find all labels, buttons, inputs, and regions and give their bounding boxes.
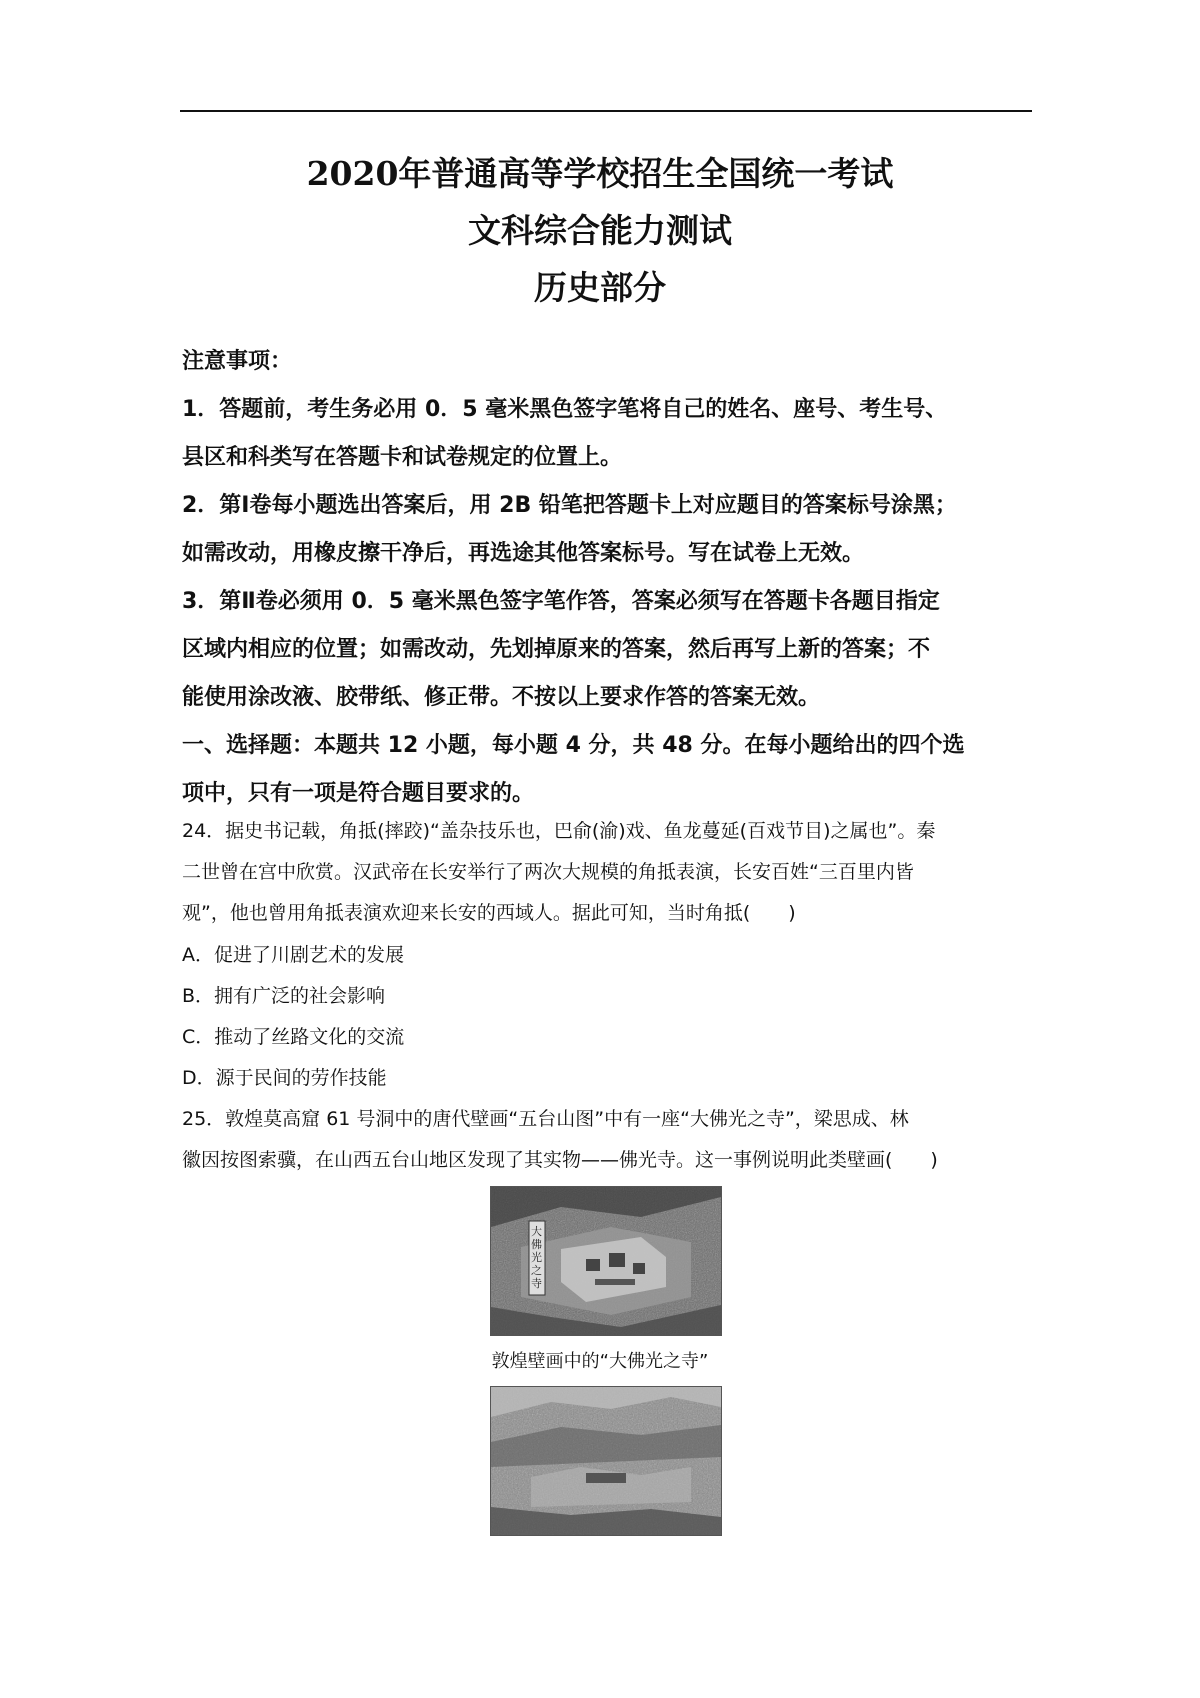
exam-subtitle: 文科综合能力测试 — [468, 211, 732, 250]
question-24-option-d: D．源于民间的劳作技能 — [182, 1067, 387, 1089]
notice-line: 如需改动，用橡皮擦干净后，再选途其他答案标号。写在试卷上无效。 — [182, 541, 865, 566]
exam-section-title: 历史部分 — [534, 268, 666, 307]
notice-line: 2．第Ⅰ卷每小题选出答案后，用 2B 铅笔把答题卡上对应题目的答案标号涂黑； — [182, 493, 957, 518]
question-24-stem: 24．据史书记载，角抵(摔跤)“盖杂技乐也，巴俞(渝)戏、鱼龙蔓延(百戏节目)之属也”。秦 — [182, 820, 936, 842]
question-25-stem: 徽因按图索骥，在山西五台山地区发现了其实物——佛光寺。这一事例说明此类壁画( ) — [182, 1149, 938, 1171]
section-instruction: 一、选择题：本题共 12 小题，每小题 4 分，共 48 分。在每小题给出的四个选 — [182, 733, 965, 758]
question-24-option-a: A．促进了川剧艺术的发展 — [182, 944, 404, 966]
notice-line: 能使用涂改液、胶带纸、修正带。不按以上要求作答的答案无效。 — [182, 685, 821, 710]
mural-cartouche-text: 大佛光之寺 — [531, 1225, 542, 1290]
notice-line: 区域内相应的位置；如需改动，先划掉原来的答案，然后再写上新的答案；不 — [182, 637, 931, 662]
question-24-option-b: B．拥有广泛的社会影响 — [182, 985, 386, 1007]
section-instruction: 项中，只有一项是符合题目要求的。 — [182, 781, 535, 806]
question-24-stem: 二世曾在宫中欣赏。汉武帝在长安举行了两次大规模的角抵表演，长安百姓“三百里内皆 — [182, 861, 914, 883]
mural-image — [490, 1186, 722, 1336]
notice-heading: 注意事项： — [182, 349, 293, 374]
question-25-stem: 25．敦煌莫高窟 61 号洞中的唐代壁画“五台山图”中有一座“大佛光之寺”，梁思成、林 — [182, 1108, 909, 1130]
question-24-option-c: C．推动了丝路文化的交流 — [182, 1026, 405, 1048]
notice-line: 县区和科类写在答题卡和试卷规定的位置上。 — [182, 445, 623, 470]
temple-photo — [490, 1386, 722, 1536]
top-rule — [180, 110, 1032, 112]
question-24-stem: 观”，他也曾用角抵表演欢迎来长安的西域人。据此可知，当时角抵( ) — [182, 902, 796, 924]
notice-line: 3．第Ⅱ卷必须用 0．5 毫米黑色签字笔作答，答案必须写在答题卡各题目指定 — [182, 589, 940, 614]
notice-line: 1．答题前，考生务必用 0．5 毫米黑色签字笔将自己的姓名、座号、考生号、 — [182, 397, 948, 422]
exam-title: 2020年普通高等学校招生全国统一考试 — [306, 154, 894, 193]
figure-caption: 敦煌壁画中的“大佛光之寺” — [491, 1351, 709, 1372]
